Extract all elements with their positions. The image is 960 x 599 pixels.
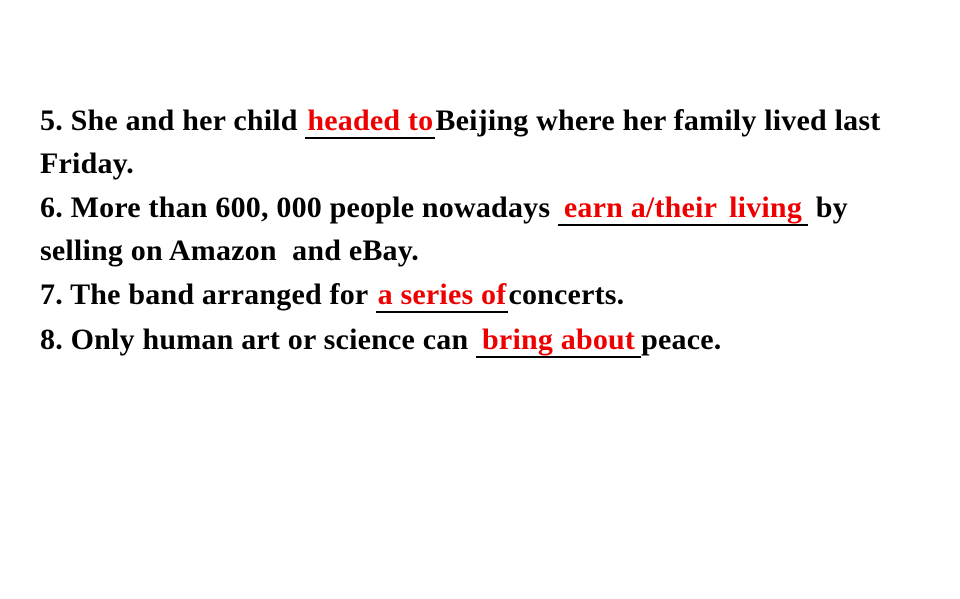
exercise-item-5 bbox=[40, 100, 920, 185]
exercise-list bbox=[40, 100, 920, 362]
exercise-item-8 bbox=[40, 319, 920, 362]
sentence-after-blank: by selling on Amazon and eBay. bbox=[40, 191, 856, 267]
item-number: 7. bbox=[40, 278, 63, 312]
answer-blank-6a[interactable]: earn a/their bbox=[558, 191, 723, 226]
answer-blank-8[interactable]: bring about bbox=[476, 323, 641, 358]
exercise-item-6 bbox=[40, 187, 920, 272]
item-number: 8. bbox=[40, 322, 63, 356]
answer-blank-7[interactable]: a series of bbox=[377, 278, 507, 312]
sentence-after-blank: Beijing where her family lived last Friday. bbox=[40, 104, 889, 180]
sentence-after-blank: peace. bbox=[641, 322, 722, 356]
exercise-item-7 bbox=[40, 274, 920, 317]
sentence-after-blank: concerts. bbox=[508, 278, 625, 312]
sentence-before-blank: Only human art or science can bbox=[62, 322, 477, 356]
answer-blank-6b[interactable]: living bbox=[723, 191, 808, 226]
answer-blank-5[interactable]: headed to bbox=[307, 104, 434, 137]
sentence-before-blank: More than 600, 000 people nowadays bbox=[62, 191, 558, 225]
sentence-before-blank: She and her child bbox=[62, 104, 306, 137]
sentence-before-blank: The band arranged for bbox=[62, 278, 376, 312]
item-number: 6. bbox=[40, 191, 63, 225]
item-number: 5. bbox=[40, 104, 63, 137]
